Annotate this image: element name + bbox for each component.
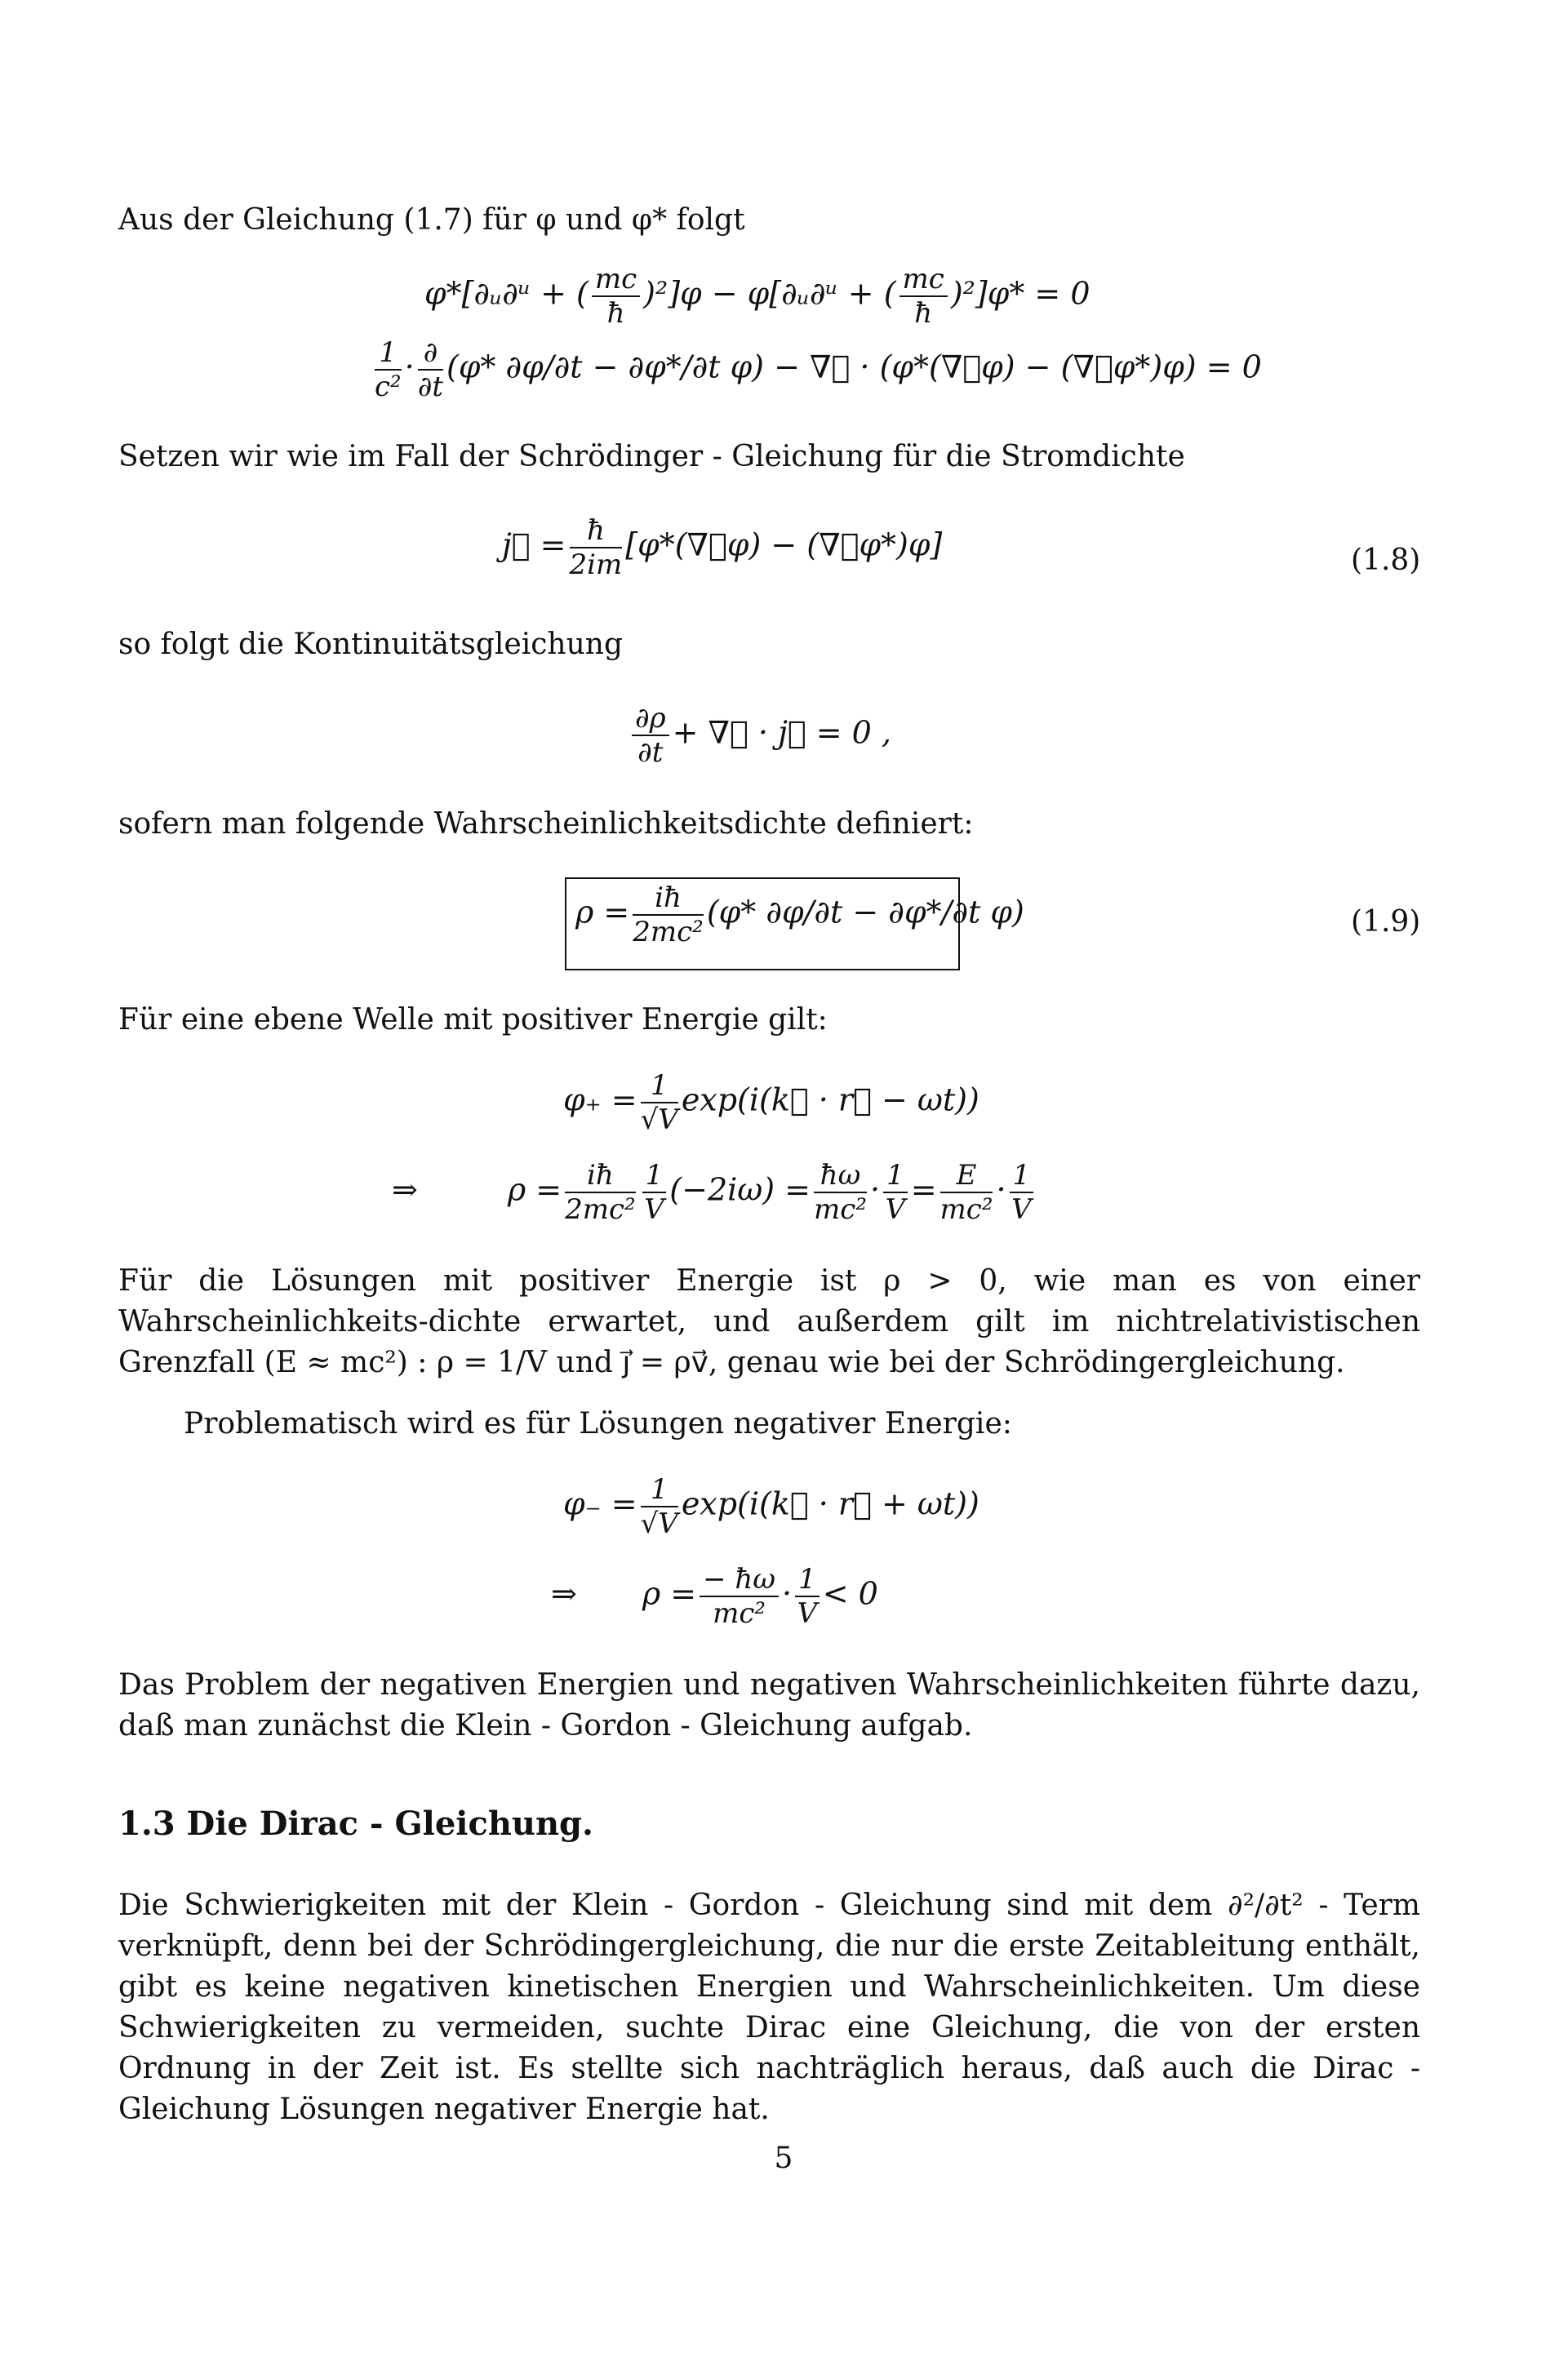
eq-a-right: )²]φ* = 0 bbox=[950, 275, 1090, 312]
fraction-one-over-c2: $\frac{1}{\text{c²}}$ bbox=[375, 336, 402, 403]
paragraph-dirac-intro: Die Schwierigkeiten mit der Klein - Gordon - Gleichung sind mit dem ∂²/∂t² - Term verknüpft, denn bei der Schrödingergleichung, die nur die erste Zeitableitung enthält, gibt es keine negativen kinetischen Energien und Wahrscheinlichkeiten. Um diese Schwierigkeiten zu vermeiden, suchte Dirac eine Gleichung, die von der ersten Ordnung in der Zeit ist. Es stellte sich nachträglich heraus, daß auch die Dirac - Gleichung Lösungen negativer Energie hat. bbox=[118, 1889, 1420, 2126]
implies-symbol: ⇒ bbox=[392, 1171, 418, 1208]
equation-number-1-9: (1.9) bbox=[1351, 905, 1421, 939]
paragraph-current-density: Setzen wir wie im Fall der Schrödinger - Gleichung für die Stromdichte bbox=[118, 440, 1185, 473]
paragraph-negative-energy-intro: Problematisch wird es für Lösungen negativer Energie: bbox=[184, 1407, 1012, 1441]
eq-a-left: φ*[∂ᵤ∂ᵘ + ( bbox=[424, 275, 589, 312]
paragraph-intro: Aus der Gleichung (1.7) für φ und φ* folgt bbox=[118, 203, 745, 237]
paragraph-positive-energy: Für die Lösungen mit positiver Energie ist ρ > 0, wie man es von einer Wahrscheinlichkeits-dichte erwartet, und außerdem gilt im nichtrelativistischen Grenzfall (E ≈ mc²) : ρ = 1/V und j⃗ = ρv⃗, genau wie bei der Schrödingergleichung. bbox=[118, 1264, 1420, 1379]
equation-number-1-8: (1.8) bbox=[1351, 544, 1421, 577]
equation-continuity-expanded: $\frac{1}{\text{c²}}$ · $\frac{\partial}{\partial t}$ (φ* ∂φ/∂t − ∂φ*/∂t φ) − ∇⃗ · (φ*(∇⃗φ) − (∇⃗φ*)φ) = 0 bbox=[375, 336, 1262, 403]
fraction-drho-dt: $\frac{\partial\rho}{\partial t}$ bbox=[632, 702, 669, 769]
paragraph-problem-summary: Das Problem der negativen Energien und negativen Wahrscheinlichkeiten führte dazu, daß man zunächst die Klein - Gordon - Gleichung aufgab. bbox=[118, 1668, 1420, 1743]
fraction-mc-hbar: $\frac{mc}{ħ}$ bbox=[592, 263, 640, 330]
equation-rho-minus: ⇒ ρ = $\frac{- ħ\omega}{\text{mc²}}$ · $\frac{1}{V}$ < 0 bbox=[551, 1563, 878, 1630]
fraction-mc-hbar-2: $\frac{mc}{ħ}$ bbox=[899, 263, 948, 330]
equation-probability-density: ρ = $\frac{iħ}{\text{2mc²}}$ (φ* ∂φ/∂t − ∂φ*/∂t φ) bbox=[575, 881, 1024, 948]
equation-continuity: $\frac{\partial\rho}{\partial t}$ + ∇⃗ · j⃗ = 0 , bbox=[629, 702, 891, 769]
section-heading: 1.3 Die Dirac - Gleichung. bbox=[118, 1805, 593, 1843]
equation-rho-plus: ⇒ ρ = $\frac{iħ}{\text{2mc²}}$ $\frac{1}{V}$ (−2iω) = $\frac{ħ\omega}{\text{mc²}}$ · $\frac{1}{V}$ = $\frac{E}{\text{mc²}}$ · $\frac{1}{V}$ bbox=[392, 1159, 1037, 1226]
paragraph-probability-density: sofern man folgende Wahrscheinlichkeitsdichte definiert: bbox=[118, 807, 974, 841]
fraction-one-sqrtv: $\frac{1}{√V}$ bbox=[640, 1069, 678, 1136]
equation-phi-minus: φ₋ = $\frac{1}{√V}$ exp(i(k⃗ · r⃗ + ωt)) bbox=[563, 1473, 979, 1540]
equation-klein-gordon-combined bbox=[424, 263, 1090, 330]
paragraph-plane-wave: Für eine ebene Welle mit positiver Energie gilt: bbox=[118, 1003, 828, 1037]
eq-b-body: (φ* ∂φ/∂t − ∂φ*/∂t φ) − ∇⃗ · (φ*(∇⃗φ) − (∇⃗φ*)φ) = 0 bbox=[446, 349, 1262, 385]
equation-current-density: j⃗ = $\frac{ħ}{2im}$ [φ*(∇⃗φ) − (∇⃗φ*)φ] bbox=[502, 514, 943, 581]
equation-phi-plus: φ₊ = $\frac{1}{√V}$ exp(i(k⃗ · r⃗ − ωt)) bbox=[563, 1069, 979, 1136]
page-number: 5 bbox=[774, 2142, 793, 2175]
eq-a-mid: )²]φ − φ[∂ᵤ∂ᵘ + ( bbox=[643, 275, 896, 312]
fraction-hbar-2im: $\frac{ħ}{2im}$ bbox=[569, 514, 623, 581]
fraction-d-dt: $\frac{\partial}{\partial t}$ bbox=[417, 336, 444, 403]
paragraph-continuity: so folgt die Kontinuitätsgleichung bbox=[118, 628, 624, 661]
fraction-ihbar-2mc2: $\frac{iħ}{\text{2mc²}}$ bbox=[633, 881, 704, 948]
